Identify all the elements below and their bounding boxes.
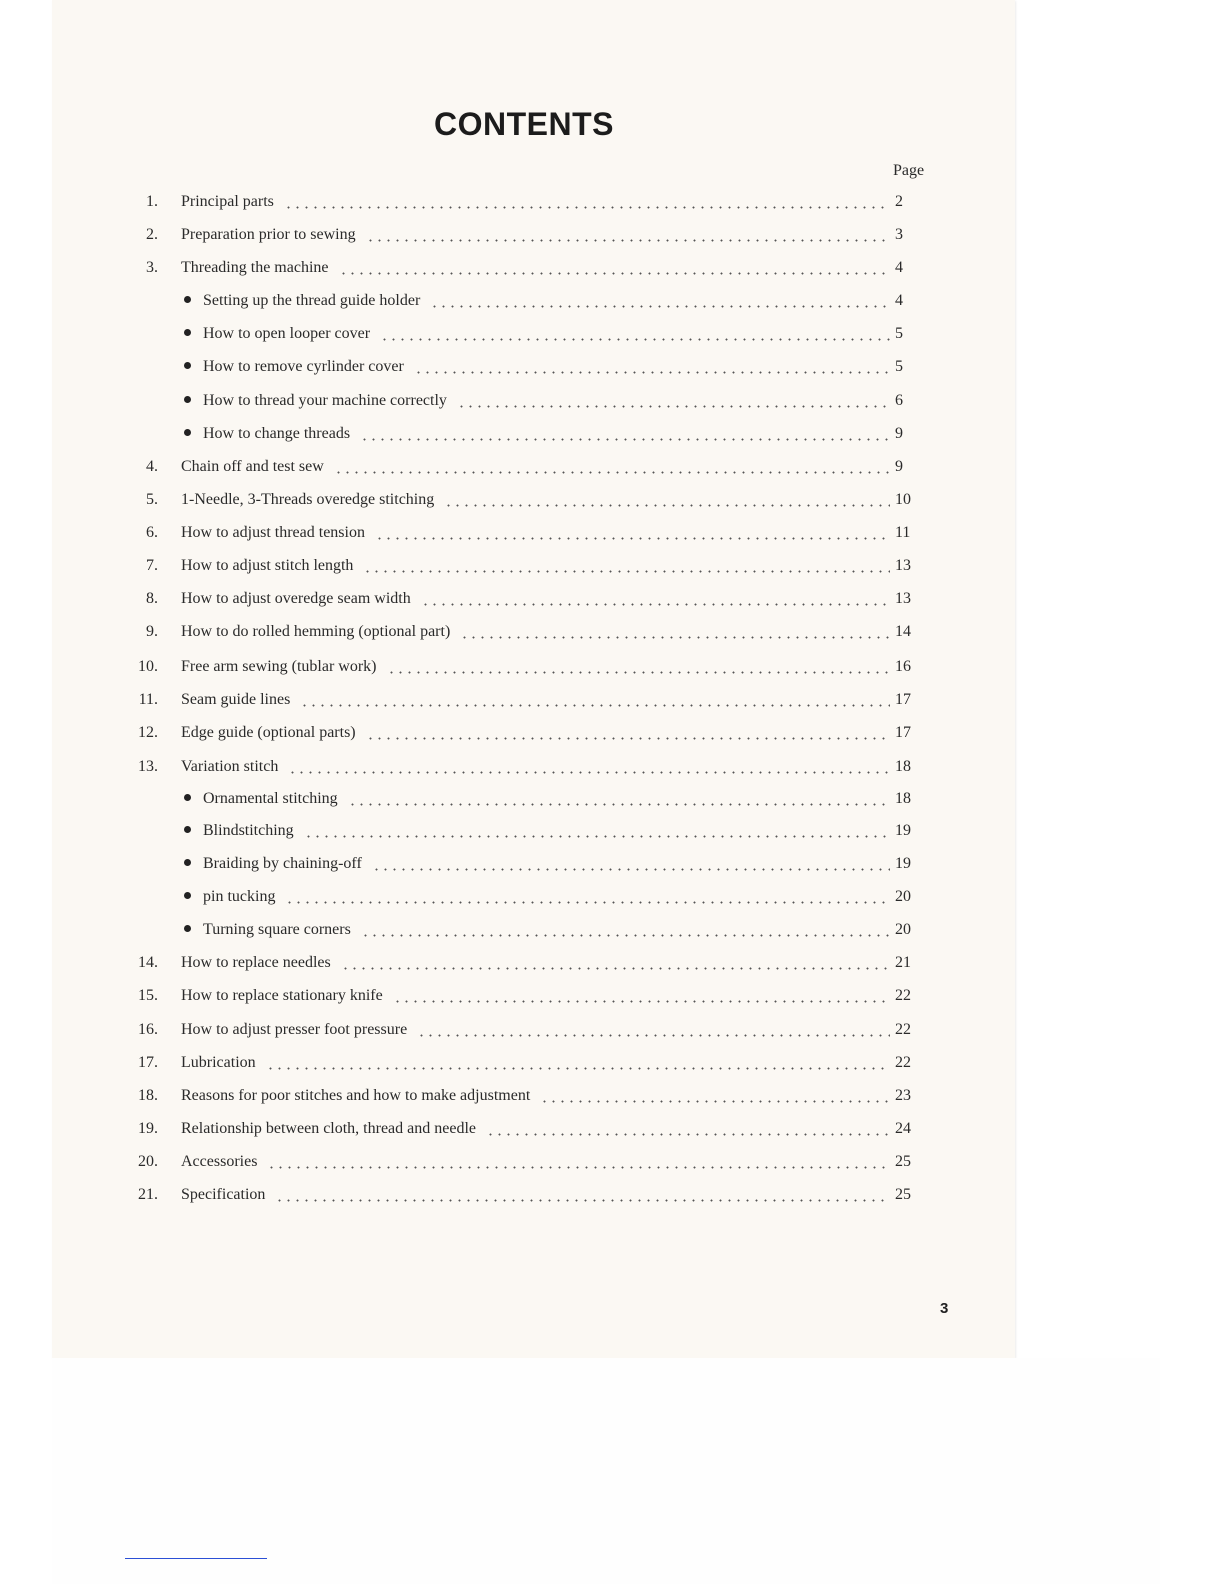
toc-entry-page: 18 xyxy=(895,758,911,775)
toc-entry-page: 25 xyxy=(895,1186,911,1203)
toc-entry xyxy=(0,524,1224,548)
toc-entry-label: How to adjust presser foot pressure xyxy=(181,1021,408,1038)
dot-leader xyxy=(285,901,890,904)
dot-leader xyxy=(348,803,890,806)
toc-entry xyxy=(0,325,1224,349)
toc-entry-page: 10 xyxy=(895,491,911,508)
toc-entry-label: Blindstitching xyxy=(203,822,294,839)
toc-entry-label: How to replace needles xyxy=(181,954,331,971)
dot-leader xyxy=(361,934,890,937)
toc-entry-page: 22 xyxy=(895,1021,911,1038)
toc-entry-text xyxy=(181,658,377,676)
toc-entry-page: 4 xyxy=(895,259,903,276)
dot-leader xyxy=(380,338,890,341)
toc-entry-label: How to open looper cover xyxy=(203,325,371,342)
toc-entry-number: 17. xyxy=(138,1054,158,1071)
toc-entry-number: 4. xyxy=(146,458,158,475)
dot-leader xyxy=(421,603,890,606)
dot-leader xyxy=(372,868,890,871)
toc-entry-text xyxy=(184,888,275,906)
toc-entry-text xyxy=(181,1153,257,1171)
toc-entry-label: Ornamental stitching xyxy=(203,790,338,807)
toc-entry-page: 17 xyxy=(895,724,911,741)
toc-entry xyxy=(0,226,1224,250)
toc-entry-number: 2. xyxy=(146,226,158,243)
toc-entry-text xyxy=(181,491,434,509)
toc-entry-number: 14. xyxy=(138,954,158,971)
toc-entry-text xyxy=(181,758,278,776)
toc-entry-text xyxy=(181,259,329,277)
toc-entry-number: 11. xyxy=(138,691,158,708)
toc-entry-page: 2 xyxy=(895,193,903,210)
toc-entry xyxy=(0,1054,1224,1078)
toc-entry xyxy=(0,790,1224,814)
toc-entry xyxy=(0,1087,1224,1111)
toc-entry xyxy=(0,758,1224,782)
page-title: CONTENTS xyxy=(434,106,614,142)
toc-entry-number: 8. xyxy=(146,590,158,607)
toc-entry-label: Specification xyxy=(181,1186,266,1203)
dot-leader xyxy=(540,1100,890,1103)
toc-entry xyxy=(0,888,1224,912)
page-column-heading: Page xyxy=(893,162,925,179)
toc-entry xyxy=(0,392,1224,416)
dot-leader xyxy=(366,737,890,740)
toc-entry-label: Threading the machine xyxy=(181,259,329,276)
dot-leader xyxy=(334,471,890,474)
toc-entry-text xyxy=(184,325,370,343)
dot-leader xyxy=(375,537,890,540)
toc-entry-number: 21. xyxy=(138,1186,158,1203)
toc-entry-label: Principal parts xyxy=(181,193,274,210)
toc-entry-page: 11 xyxy=(895,524,911,541)
dot-leader xyxy=(339,272,891,275)
toc-entry-page: 5 xyxy=(895,325,903,342)
toc-entry-text xyxy=(184,921,351,939)
bullet-icon xyxy=(184,329,191,336)
dot-leader xyxy=(284,206,890,209)
page-margin-area xyxy=(52,1358,1160,1584)
toc-entry-page: 19 xyxy=(895,822,911,839)
bullet-icon xyxy=(184,892,191,899)
dot-leader xyxy=(414,371,890,374)
toc-entry-label: Preparation prior to sewing xyxy=(181,226,356,243)
toc-entry-text xyxy=(184,392,447,410)
toc-entry-page: 13 xyxy=(895,590,911,607)
toc-entry-text xyxy=(184,822,294,840)
dot-leader xyxy=(267,1166,890,1169)
toc-entry-page: 14 xyxy=(895,623,911,640)
bullet-icon xyxy=(184,362,191,369)
toc-entry-page: 9 xyxy=(895,458,903,475)
toc-entry-page: 23 xyxy=(895,1087,911,1104)
toc-entry xyxy=(0,1186,1224,1210)
toc-entry-text xyxy=(181,954,331,972)
toc-entry-text xyxy=(181,590,411,608)
toc-entry-page: 9 xyxy=(895,425,903,442)
toc-entry-label: Relationship between cloth, thread and needle xyxy=(181,1120,477,1137)
toc-entry-number: 10. xyxy=(138,658,158,675)
dot-leader xyxy=(457,405,890,408)
toc-entry-label: How to thread your machine correctly xyxy=(203,392,447,409)
toc-entry xyxy=(0,358,1224,382)
toc-entry xyxy=(0,954,1224,978)
toc-entry-label: Seam guide lines xyxy=(181,691,291,708)
dot-leader xyxy=(460,636,890,639)
toc-entry-label: Accessories xyxy=(181,1153,258,1170)
toc-entry-number: 6. xyxy=(146,524,158,541)
toc-entry xyxy=(0,491,1224,515)
page-number: 3 xyxy=(940,1300,949,1317)
bullet-icon xyxy=(184,826,191,833)
toc-entry xyxy=(0,557,1224,581)
toc-entry-text xyxy=(181,987,383,1005)
dot-leader xyxy=(363,570,890,573)
toc-entry-label: How to replace stationary knife xyxy=(181,987,383,1004)
toc-entry-text xyxy=(181,557,353,575)
dot-leader xyxy=(304,835,890,838)
toc-entry-text xyxy=(181,1186,265,1204)
toc-entry-page: 4 xyxy=(895,292,903,309)
toc-entry-text xyxy=(181,1054,256,1072)
dot-leader xyxy=(288,771,890,774)
toc-entry-page: 6 xyxy=(895,392,903,409)
toc-entry-text xyxy=(181,1021,407,1039)
toc-entry-label: pin tucking xyxy=(203,888,276,905)
toc-entry xyxy=(0,425,1224,449)
toc-entry-text xyxy=(181,193,274,211)
bullet-icon xyxy=(184,859,191,866)
toc-entry-page: 22 xyxy=(895,1054,911,1071)
toc-entry-page: 20 xyxy=(895,921,911,938)
toc-entry-number: 3. xyxy=(146,259,158,276)
toc-entry xyxy=(0,921,1224,945)
toc-entry-number: 5. xyxy=(146,491,158,508)
toc-entry-label: Free arm sewing (tublar work) xyxy=(181,658,377,675)
toc-entry-label: 1-Needle, 3-Threads overedge stitching xyxy=(181,491,435,508)
toc-entry xyxy=(0,855,1224,879)
toc-entry-page: 18 xyxy=(895,790,911,807)
toc-entry-label: Reasons for poor stitches and how to make adjustment xyxy=(181,1087,531,1104)
toc-entry xyxy=(0,724,1224,748)
toc-entry-label: How to remove cyrlinder cover xyxy=(203,358,404,375)
toc-entry-label: How to change threads xyxy=(203,425,351,442)
toc-entry-text xyxy=(184,855,362,873)
toc-entry-number: 16. xyxy=(138,1021,158,1038)
toc-entry-label: How to do rolled hemming (optional part) xyxy=(181,623,451,640)
toc-entry-label: Chain off and test sew xyxy=(181,458,324,475)
toc-entry-text xyxy=(181,458,324,476)
toc-entry-number: 1. xyxy=(146,193,158,210)
toc-entry-text xyxy=(181,524,365,542)
link-underline[interactable] xyxy=(125,1558,267,1559)
toc-entry-label: Braiding by chaining-off xyxy=(203,855,362,872)
toc-entry-number: 15. xyxy=(138,987,158,1004)
toc-entry xyxy=(0,691,1224,715)
toc-entry-text xyxy=(181,691,290,709)
toc-entry xyxy=(0,1153,1224,1177)
toc-entry-page: 17 xyxy=(895,691,911,708)
dot-leader xyxy=(430,305,890,308)
toc-entry-text xyxy=(181,1087,530,1105)
dot-leader xyxy=(393,1000,890,1003)
toc-entry-label: Setting up the thread guide holder xyxy=(203,292,421,309)
dot-leader xyxy=(366,239,890,242)
toc-entry-text xyxy=(181,623,450,641)
toc-entry xyxy=(0,458,1224,482)
toc-entry-label: How to adjust thread tension xyxy=(181,524,365,541)
toc-entry-number: 12. xyxy=(138,724,158,741)
toc-entry-page: 21 xyxy=(895,954,911,971)
bullet-icon xyxy=(184,429,191,436)
toc-entry-text xyxy=(181,724,356,742)
toc-entry-number: 18. xyxy=(138,1087,158,1104)
dot-leader xyxy=(387,671,891,674)
toc-entry-number: 20. xyxy=(138,1153,158,1170)
toc-entry-page: 3 xyxy=(895,226,903,243)
toc-entry xyxy=(0,1021,1224,1045)
toc-entry-page: 13 xyxy=(895,557,911,574)
toc-entry-text xyxy=(184,358,404,376)
toc-entry-text xyxy=(184,425,350,443)
toc-entry-page: 5 xyxy=(895,358,903,375)
toc-entry-page: 24 xyxy=(895,1120,911,1137)
toc-entry-text xyxy=(181,1120,476,1138)
dot-leader xyxy=(417,1034,890,1037)
toc-entry-page: 22 xyxy=(895,987,911,1004)
dot-leader xyxy=(486,1133,890,1136)
toc-entry-number: 13. xyxy=(138,758,158,775)
toc-entry-text xyxy=(184,292,420,310)
toc-entry-label: Edge guide (optional parts) xyxy=(181,724,356,741)
toc-entry-label: Turning square corners xyxy=(203,921,351,938)
dot-leader xyxy=(360,438,890,441)
dot-leader xyxy=(300,704,890,707)
toc-entry xyxy=(0,987,1224,1011)
toc-entry xyxy=(0,822,1224,846)
toc-entry-text xyxy=(181,226,356,244)
toc-entry xyxy=(0,1120,1224,1144)
toc-entry-page: 16 xyxy=(895,658,911,675)
toc-entry-text xyxy=(184,790,338,808)
toc-entry-label: How to adjust stitch length xyxy=(181,557,354,574)
toc-entry xyxy=(0,590,1224,614)
toc-entry-label: Variation stitch xyxy=(181,758,279,775)
toc-entry-number: 19. xyxy=(138,1120,158,1137)
toc-entry xyxy=(0,193,1224,217)
bullet-icon xyxy=(184,396,191,403)
dot-leader xyxy=(275,1199,890,1202)
toc-entry-number: 7. xyxy=(146,557,158,574)
bullet-icon xyxy=(184,794,191,801)
toc-entry-label: How to adjust overedge seam width xyxy=(181,590,411,607)
toc-entry-page: 19 xyxy=(895,855,911,872)
dot-leader xyxy=(444,504,890,507)
toc-entry-page: 20 xyxy=(895,888,911,905)
toc-entry xyxy=(0,259,1224,283)
bullet-icon xyxy=(184,925,191,932)
toc-entry-page: 25 xyxy=(895,1153,911,1170)
bullet-icon xyxy=(184,296,191,303)
toc-entry-number: 9. xyxy=(146,623,158,640)
dot-leader xyxy=(341,967,890,970)
toc-entry xyxy=(0,292,1224,316)
toc-entry xyxy=(0,658,1224,682)
toc-entry-label: Lubrication xyxy=(181,1054,256,1071)
dot-leader xyxy=(266,1067,890,1070)
toc-entry xyxy=(0,623,1224,647)
